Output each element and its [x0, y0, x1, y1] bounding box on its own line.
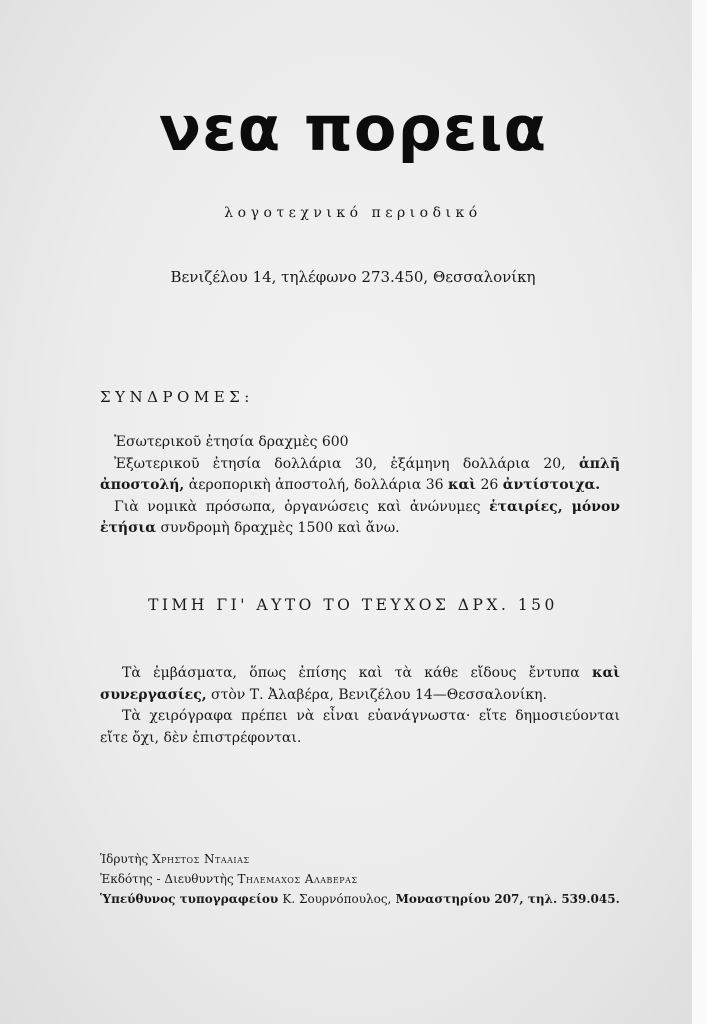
info-remittances-bold: καὶ συνεργασίες, — [100, 665, 621, 703]
subscription-foreign — [100, 454, 620, 497]
subscription-domestic: Ἐσωτερικοῦ ἐτησία δραχμὲς 600 — [114, 434, 349, 450]
subscription-foreign-bold-2: καὶ — [448, 477, 477, 493]
info-manuscripts: Τὰ χειρόγραφα πρέπει νὰ εἶναι εὐανάγνωστα· εἴτε δημοσιεύονται εἴτε ὄχι, δὲν ἐπιστρέφονται. — [100, 708, 620, 746]
credits-block — [100, 849, 620, 909]
credit-founder-label: Ἱδρυτὴς — [100, 852, 149, 866]
subscription-legal-text-2: συνδρομὴ δραχμὲς 1500 καὶ ἄνω. — [160, 520, 400, 536]
subscription-foreign-text-2: ἀεροπορικὴ ἀποστολή, δολλάρια 36 — [188, 477, 444, 493]
credit-printer-label: Ὑπεύθυνος τυπογραφείου — [100, 892, 279, 906]
subscription-legal-text-1: Γιὰ νομικὰ πρόσωπα, ὀργανώσεις καὶ ἀνώνυμες — [114, 498, 481, 515]
credit-printer-address: Μοναστηρίου 207, τηλ. 539.045. — [395, 892, 620, 906]
info-remittances-text-1: Τὰ ἐμβάσματα, ὅπως ἐπίσης καὶ τὰ κάθε εἴδους ἔντυπα — [122, 665, 580, 681]
subscriptions-heading: ΣΥΝΔΡΟΜΕΣ: — [100, 388, 254, 406]
magazine-title: νεα πορεια — [158, 92, 548, 165]
subscription-foreign-bold-1: ἁπλῆ ἀποστολή, — [100, 455, 620, 493]
credit-publisher — [100, 869, 620, 889]
credit-founder — [100, 849, 620, 869]
magazine-address: Βενιζέλου 14, τηλέφωνο 273.450, Θεσσαλονίκη — [170, 268, 536, 286]
credit-publisher-name: Τηλεμαχος Αλαβερας — [237, 872, 358, 886]
subscription-foreign-text-1: Ἐξωτερικοῦ ἐτησία δολλάρια 30, ἑξάμηνη δολλάρια 20, — [114, 455, 566, 472]
magazine-subtitle: λογοτεχνικό περιοδικό — [224, 205, 482, 221]
subscription-legal — [100, 497, 620, 540]
credit-publisher-label: Ἐκδότης - Διευθυντὴς — [100, 872, 234, 886]
credit-founder-name: Χρηστος Ντααιας — [152, 852, 250, 866]
info-section — [100, 663, 620, 749]
subscriptions-section — [100, 432, 620, 540]
credit-printer-name: Κ. Σουρνόπουλος, — [282, 892, 392, 906]
credit-printer — [100, 889, 620, 909]
subscription-foreign-text-3: 26 — [480, 477, 499, 493]
info-remittances-text-2: στὸν Τ. Ἀλαβέρα, Βενιζέλου 14—Θεσσαλονίκη. — [211, 686, 547, 703]
info-remittances — [100, 663, 620, 706]
subscription-legal-bold: ἑταιρίες, μόνον ἐτήσια — [100, 498, 620, 536]
subscription-foreign-bold-3: ἀντίστοιχα. — [502, 477, 601, 493]
issue-price: ΤΙΜΗ ΓΙ' ΑΥΤΟ ΤΟ ΤΕΥΧΟΣ ΔΡΧ. 150 — [148, 596, 558, 614]
